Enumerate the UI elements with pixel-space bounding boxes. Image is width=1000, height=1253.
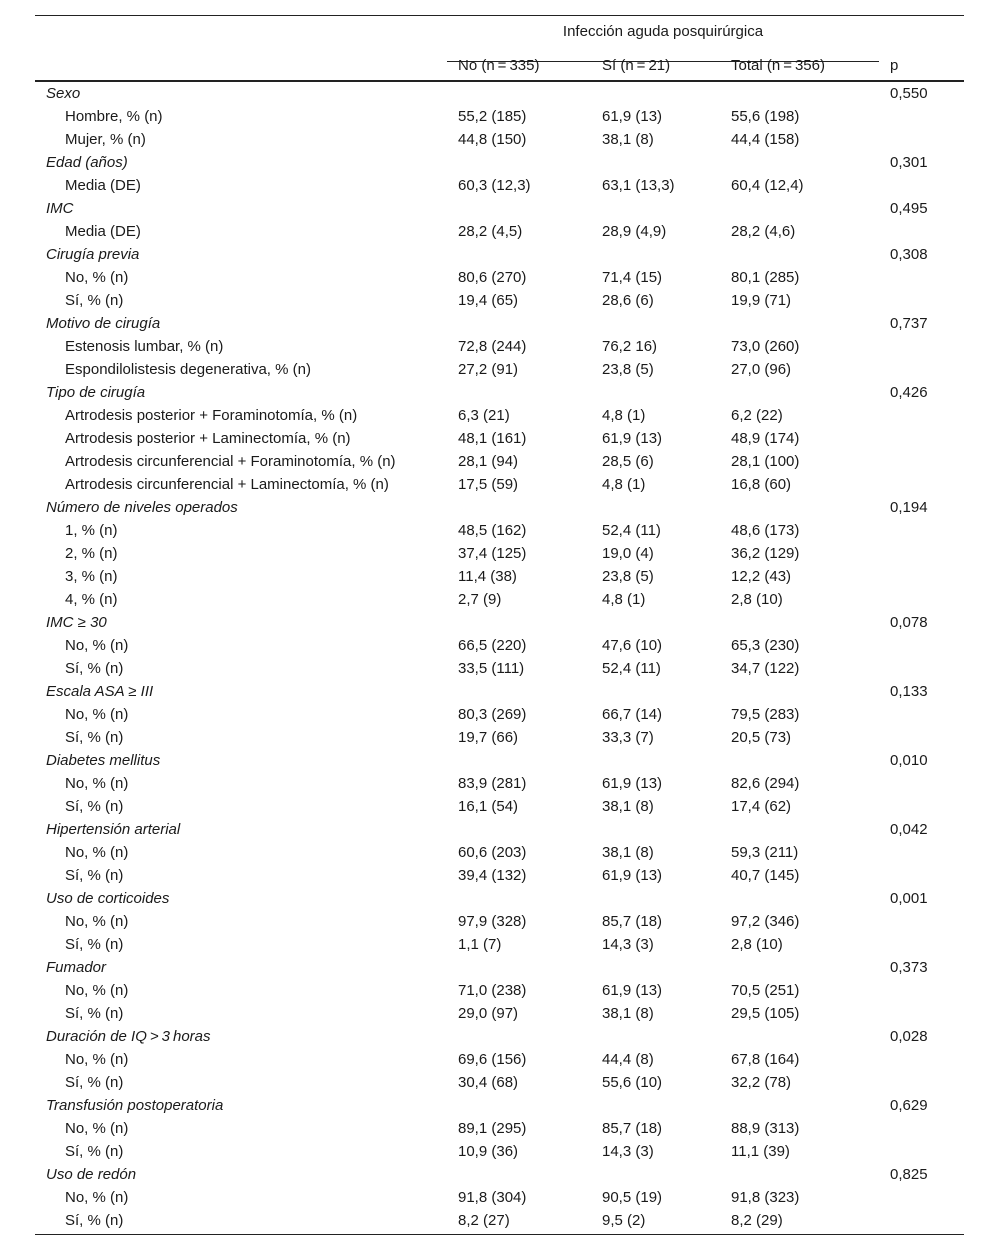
cell-total: 67,8 (164) bbox=[731, 1051, 800, 1068]
table-category-row bbox=[35, 496, 964, 519]
row-label: 4, % (n) bbox=[65, 591, 118, 608]
table-row bbox=[35, 542, 964, 565]
cell-total: 32,2 (78) bbox=[731, 1074, 792, 1091]
cell-p-value: 0,737 bbox=[890, 315, 928, 332]
cell-si: 23,8 (5) bbox=[602, 568, 654, 585]
table-row bbox=[35, 1048, 964, 1071]
cell-no: 80,6 (270) bbox=[458, 269, 527, 286]
cell-si: 38,1 (8) bbox=[602, 131, 654, 148]
row-label: Uso de redón bbox=[46, 1166, 137, 1183]
cell-p-value: 0,825 bbox=[890, 1166, 928, 1183]
cell-si: 90,5 (19) bbox=[602, 1189, 663, 1206]
row-label: Motivo de cirugía bbox=[46, 315, 161, 332]
cell-no: 39,4 (132) bbox=[458, 867, 527, 884]
table-category-row bbox=[35, 887, 964, 910]
table-category-row bbox=[35, 1025, 964, 1048]
row-label: 2, % (n) bbox=[65, 545, 118, 562]
table-row bbox=[35, 1186, 964, 1209]
table-row bbox=[35, 1140, 964, 1163]
cell-total: 48,9 (174) bbox=[731, 430, 800, 447]
cell-p-value: 0,028 bbox=[890, 1028, 928, 1045]
table-row bbox=[35, 864, 964, 887]
cell-no: 44,8 (150) bbox=[458, 131, 527, 148]
cell-p-value: 0,373 bbox=[890, 959, 928, 976]
row-label: Diabetes mellitus bbox=[46, 752, 161, 769]
cell-si: 76,2 16) bbox=[602, 338, 658, 355]
column-group-title: Infección aguda posquirúrgica bbox=[562, 23, 764, 40]
cell-total: 65,3 (230) bbox=[731, 637, 800, 654]
row-label: No, % (n) bbox=[65, 913, 129, 930]
cell-no: 2,7 (9) bbox=[458, 591, 502, 608]
cell-total: 82,6 (294) bbox=[731, 775, 800, 792]
cell-no: 55,2 (185) bbox=[458, 108, 527, 125]
row-label: Edad (años) bbox=[46, 154, 128, 171]
cell-no: 30,4 (68) bbox=[458, 1074, 519, 1091]
row-label: No, % (n) bbox=[65, 844, 129, 861]
row-label: Media (DE) bbox=[65, 177, 141, 194]
table-row bbox=[35, 657, 964, 680]
cell-total: 28,1 (100) bbox=[731, 453, 800, 470]
cell-no: 19,4 (65) bbox=[458, 292, 519, 309]
column-header-p: p bbox=[890, 57, 899, 74]
cell-total: 44,4 (158) bbox=[731, 131, 800, 148]
table-row bbox=[35, 335, 964, 358]
cell-no: 48,5 (162) bbox=[458, 522, 527, 539]
cell-no: 60,3 (12,3) bbox=[458, 177, 531, 194]
row-label: Duración de IQ > 3 horas bbox=[46, 1028, 211, 1045]
cell-p-value: 0,301 bbox=[890, 154, 928, 171]
table-row bbox=[35, 404, 964, 427]
cell-si: 14,3 (3) bbox=[602, 1143, 654, 1160]
cell-si: 52,4 (11) bbox=[602, 660, 661, 677]
row-label: Sí, % (n) bbox=[65, 1005, 124, 1022]
cell-p-value: 0,629 bbox=[890, 1097, 928, 1114]
cell-no: 28,2 (4,5) bbox=[458, 223, 523, 240]
table-row bbox=[35, 1209, 964, 1232]
cell-total: 2,8 (10) bbox=[731, 591, 783, 608]
cell-si: 38,1 (8) bbox=[602, 1005, 654, 1022]
table-top-rule bbox=[35, 15, 964, 16]
cell-no: 28,1 (94) bbox=[458, 453, 519, 470]
cell-total: 48,6 (173) bbox=[731, 522, 800, 539]
table-row bbox=[35, 289, 964, 312]
table-row bbox=[35, 703, 964, 726]
cell-si: 28,6 (6) bbox=[602, 292, 654, 309]
table-row bbox=[35, 174, 964, 197]
table-row bbox=[35, 473, 964, 496]
table-row bbox=[35, 910, 964, 933]
cell-no: 89,1 (295) bbox=[458, 1120, 527, 1137]
cell-si: 4,8 (1) bbox=[602, 476, 646, 493]
cell-p-value: 0,550 bbox=[890, 85, 928, 102]
cell-no: 29,0 (97) bbox=[458, 1005, 519, 1022]
table-row bbox=[35, 266, 964, 289]
row-label: 3, % (n) bbox=[65, 568, 118, 585]
cell-no: 33,5 (111) bbox=[458, 660, 525, 677]
cell-total: 60,4 (12,4) bbox=[731, 177, 804, 194]
table-row bbox=[35, 933, 964, 956]
cell-total: 40,7 (145) bbox=[731, 867, 800, 884]
table-category-row bbox=[35, 312, 964, 335]
row-label: Tipo de cirugía bbox=[46, 384, 146, 401]
cell-no: 37,4 (125) bbox=[458, 545, 527, 562]
table-row bbox=[35, 588, 964, 611]
cell-si: 47,6 (10) bbox=[602, 637, 663, 654]
cell-si: 9,5 (2) bbox=[602, 1212, 646, 1229]
table-category-row bbox=[35, 749, 964, 772]
cell-no: 19,7 (66) bbox=[458, 729, 519, 746]
cell-total: 59,3 (211) bbox=[731, 844, 799, 861]
table-category-row bbox=[35, 1094, 964, 1117]
table-row bbox=[35, 220, 964, 243]
row-label: Espondilolistesis degenerativa, % (n) bbox=[65, 361, 311, 378]
row-label: Hipertensión arterial bbox=[46, 821, 181, 838]
cell-total: 79,5 (283) bbox=[731, 706, 800, 723]
table-row bbox=[35, 979, 964, 1002]
column-header-si: Sí (n = 21) bbox=[602, 57, 671, 74]
column-header-no: No (n = 335) bbox=[458, 57, 540, 74]
cell-si: 61,9 (13) bbox=[602, 775, 663, 792]
cell-no: 83,9 (281) bbox=[458, 775, 527, 792]
table-row bbox=[35, 726, 964, 749]
cell-total: 2,8 (10) bbox=[731, 936, 783, 953]
row-label: IMC bbox=[46, 200, 74, 217]
table-category-row bbox=[35, 381, 964, 404]
cell-total: 8,2 (29) bbox=[731, 1212, 783, 1229]
cell-p-value: 0,042 bbox=[890, 821, 928, 838]
row-label: Hombre, % (n) bbox=[65, 108, 163, 125]
cell-si: 61,9 (13) bbox=[602, 982, 663, 999]
row-label: No, % (n) bbox=[65, 706, 129, 723]
cell-p-value: 0,308 bbox=[890, 246, 928, 263]
cell-no: 27,2 (91) bbox=[458, 361, 519, 378]
table-category-row bbox=[35, 82, 964, 105]
cell-no: 6,3 (21) bbox=[458, 407, 510, 424]
cell-no: 69,6 (156) bbox=[458, 1051, 527, 1068]
table-category-row bbox=[35, 680, 964, 703]
cell-si: 4,8 (1) bbox=[602, 407, 646, 424]
cell-si: 85,7 (18) bbox=[602, 913, 663, 930]
cell-si: 44,4 (8) bbox=[602, 1051, 654, 1068]
cell-si: 4,8 (1) bbox=[602, 591, 646, 608]
cell-p-value: 0,426 bbox=[890, 384, 928, 401]
cell-total: 11,1 (39) bbox=[731, 1143, 790, 1160]
cell-no: 48,1 (161) bbox=[458, 430, 527, 447]
cell-total: 16,8 (60) bbox=[731, 476, 792, 493]
table-row bbox=[35, 841, 964, 864]
row-label: No, % (n) bbox=[65, 1120, 129, 1137]
row-label: No, % (n) bbox=[65, 1051, 129, 1068]
cell-total: 88,9 (313) bbox=[731, 1120, 800, 1137]
cell-si: 61,9 (13) bbox=[602, 430, 663, 447]
cell-p-value: 0,010 bbox=[890, 752, 928, 769]
cell-total: 70,5 (251) bbox=[731, 982, 800, 999]
row-label: Sexo bbox=[46, 85, 81, 102]
cell-no: 91,8 (304) bbox=[458, 1189, 527, 1206]
cell-total: 12,2 (43) bbox=[731, 568, 792, 585]
cell-si: 28,9 (4,9) bbox=[602, 223, 667, 240]
row-label: Transfusión postoperatoria bbox=[46, 1097, 224, 1114]
row-label: Mujer, % (n) bbox=[65, 131, 146, 148]
cell-total: 20,5 (73) bbox=[731, 729, 792, 746]
row-label: Sí, % (n) bbox=[65, 936, 124, 953]
cell-total: 97,2 (346) bbox=[731, 913, 800, 930]
table-bottom-rule bbox=[35, 1234, 964, 1235]
cell-si: 85,7 (18) bbox=[602, 1120, 663, 1137]
cell-p-value: 0,495 bbox=[890, 200, 928, 217]
cell-total: 73,0 (260) bbox=[731, 338, 800, 355]
row-label: No, % (n) bbox=[65, 269, 129, 286]
cell-total: 27,0 (96) bbox=[731, 361, 792, 378]
table-row bbox=[35, 565, 964, 588]
cell-p-value: 0,078 bbox=[890, 614, 928, 631]
row-label: Estenosis lumbar, % (n) bbox=[65, 338, 224, 355]
row-label: Artrodesis posterior + Foraminotomía, % (n) bbox=[65, 407, 358, 424]
cell-no: 97,9 (328) bbox=[458, 913, 527, 930]
cell-si: 38,1 (8) bbox=[602, 798, 654, 815]
row-label: 1, % (n) bbox=[65, 522, 118, 539]
cell-total: 6,2 (22) bbox=[731, 407, 783, 424]
row-label: Número de niveles operados bbox=[46, 499, 238, 516]
column-header-total: Total (n = 356) bbox=[731, 57, 825, 74]
cell-no: 11,4 (38) bbox=[458, 568, 517, 585]
cell-si: 61,9 (13) bbox=[602, 867, 663, 884]
table-category-row bbox=[35, 611, 964, 634]
cell-no: 71,0 (238) bbox=[458, 982, 527, 999]
table-row bbox=[35, 1071, 964, 1094]
cell-p-value: 0,001 bbox=[890, 890, 928, 907]
table-category-row bbox=[35, 818, 964, 841]
table-row bbox=[35, 519, 964, 542]
row-label: Artrodesis circunferencial + Foraminotomía, % (n) bbox=[65, 453, 396, 470]
cell-no: 1,1 (7) bbox=[458, 936, 502, 953]
row-label: Sí, % (n) bbox=[65, 867, 124, 884]
cell-no: 80,3 (269) bbox=[458, 706, 527, 723]
cell-total: 55,6 (198) bbox=[731, 108, 800, 125]
table-row bbox=[35, 105, 964, 128]
row-label: Sí, % (n) bbox=[65, 1143, 124, 1160]
cell-no: 8,2 (27) bbox=[458, 1212, 510, 1229]
row-label: Sí, % (n) bbox=[65, 660, 124, 677]
cell-total: 17,4 (62) bbox=[731, 798, 792, 815]
cell-si: 19,0 (4) bbox=[602, 545, 654, 562]
row-label: Sí, % (n) bbox=[65, 1074, 124, 1091]
table-row bbox=[35, 1117, 964, 1140]
cell-total: 19,9 (71) bbox=[731, 292, 792, 309]
table-category-row bbox=[35, 197, 964, 220]
cell-p-value: 0,133 bbox=[890, 683, 928, 700]
row-label: Sí, % (n) bbox=[65, 729, 124, 746]
cell-total: 34,7 (122) bbox=[731, 660, 800, 677]
cell-si: 38,1 (8) bbox=[602, 844, 654, 861]
row-label: Uso de corticoides bbox=[46, 890, 170, 907]
cell-total: 80,1 (285) bbox=[731, 269, 800, 286]
row-label: Fumador bbox=[46, 959, 107, 976]
table-category-row bbox=[35, 1163, 964, 1186]
cell-total: 91,8 (323) bbox=[731, 1189, 800, 1206]
row-label: Media (DE) bbox=[65, 223, 141, 240]
row-label: Escala ASA ≥ III bbox=[46, 683, 154, 700]
table-row bbox=[35, 1002, 964, 1025]
cell-no: 17,5 (59) bbox=[458, 476, 519, 493]
cell-si: 23,8 (5) bbox=[602, 361, 654, 378]
row-label: No, % (n) bbox=[65, 637, 129, 654]
table-row bbox=[35, 427, 964, 450]
table-row bbox=[35, 450, 964, 473]
row-label: No, % (n) bbox=[65, 775, 129, 792]
table-row bbox=[35, 634, 964, 657]
cell-total: 36,2 (129) bbox=[731, 545, 800, 562]
table-row bbox=[35, 128, 964, 151]
cell-si: 66,7 (14) bbox=[602, 706, 663, 723]
table-row bbox=[35, 772, 964, 795]
table-row bbox=[35, 795, 964, 818]
table-row bbox=[35, 358, 964, 381]
cell-no: 72,8 (244) bbox=[458, 338, 527, 355]
cell-no: 10,9 (36) bbox=[458, 1143, 519, 1160]
cell-total: 28,2 (4,6) bbox=[731, 223, 796, 240]
table-category-row bbox=[35, 151, 964, 174]
row-label: Artrodesis posterior + Laminectomía, % (n) bbox=[65, 430, 351, 447]
row-label: Cirugía previa bbox=[46, 246, 140, 263]
row-label: IMC ≥ 30 bbox=[46, 614, 107, 631]
cell-p-value: 0,194 bbox=[890, 499, 928, 516]
cell-si: 33,3 (7) bbox=[602, 729, 654, 746]
cell-si: 55,6 (10) bbox=[602, 1074, 663, 1091]
cell-no: 60,6 (203) bbox=[458, 844, 527, 861]
cell-total: 29,5 (105) bbox=[731, 1005, 800, 1022]
row-label: Artrodesis circunferencial + Laminectomía, % (n) bbox=[65, 476, 389, 493]
row-label: No, % (n) bbox=[65, 982, 129, 999]
row-label: Sí, % (n) bbox=[65, 292, 124, 309]
cell-si: 14,3 (3) bbox=[602, 936, 654, 953]
table-category-row bbox=[35, 243, 964, 266]
cell-si: 61,9 (13) bbox=[602, 108, 663, 125]
row-label: No, % (n) bbox=[65, 1189, 129, 1206]
cell-si: 52,4 (11) bbox=[602, 522, 661, 539]
cell-si: 71,4 (15) bbox=[602, 269, 663, 286]
cell-no: 16,1 (54) bbox=[458, 798, 519, 815]
cell-si: 63,1 (13,3) bbox=[602, 177, 675, 194]
cell-si: 28,5 (6) bbox=[602, 453, 654, 470]
row-label: Sí, % (n) bbox=[65, 1212, 124, 1229]
row-label: Sí, % (n) bbox=[65, 798, 124, 815]
table-category-row bbox=[35, 956, 964, 979]
cell-no: 66,5 (220) bbox=[458, 637, 527, 654]
